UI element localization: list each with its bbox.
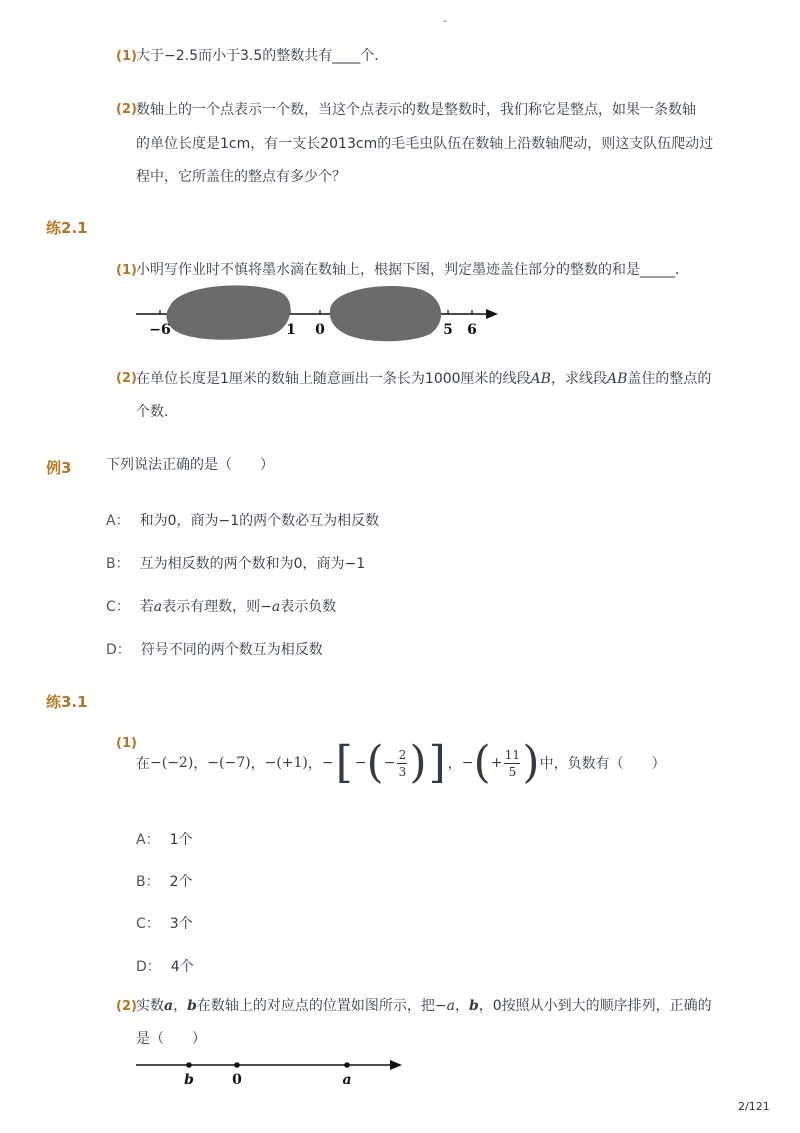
option-text: 和为0，商为−1的两个数必互为相反数 (139, 513, 380, 529)
option-text: 3个 (169, 916, 193, 932)
option-text: 符号不同的两个数互为相反数 (140, 642, 323, 658)
separator: ， (447, 756, 462, 772)
fraction-numerator: 2 (398, 747, 407, 762)
variable: a (153, 599, 163, 615)
problem-number: (2) (116, 371, 137, 386)
text-segment: 盖住的整点的 (627, 371, 712, 387)
text-segment: 在数轴上的对应点的位置如图所示，把 (196, 998, 435, 1014)
option-text: 4个 (170, 959, 194, 975)
option-text: 表示有理数，则 (162, 599, 261, 615)
problem-number: (1) (116, 736, 137, 751)
text-segment: ， (173, 998, 188, 1014)
option-label: C： (106, 599, 130, 615)
fraction-denominator: 5 (508, 764, 517, 779)
example-title: 例3 (46, 459, 72, 477)
point-0 (234, 1062, 240, 1068)
option-b[interactable] (106, 553, 365, 573)
open-paren: ( (473, 737, 491, 788)
option-text: 2个 (169, 874, 193, 890)
option-label: D： (136, 959, 161, 975)
text-segment: ，求线段 (550, 371, 607, 387)
variable: b (187, 998, 197, 1014)
axis-arrow (486, 309, 498, 319)
problem-number: (1) (116, 263, 137, 278)
option-b[interactable] (136, 871, 193, 891)
expression: −(−2) (150, 755, 194, 771)
header-mark: - (443, 14, 447, 27)
axis-label: −6 (149, 322, 171, 338)
section-title: 练3.1 (46, 693, 88, 711)
option-a[interactable] (136, 829, 193, 849)
text-segment: 在单位长度是1厘米的数轴上随意画出一条长为1000厘米的线段 (136, 371, 531, 387)
option-c[interactable] (136, 913, 193, 933)
expression: −(+1) (264, 755, 308, 771)
axis-label: 6 (467, 322, 477, 338)
text-segment: 实数 (136, 998, 164, 1014)
segment-name: AB (606, 371, 628, 387)
option-text: 1个 (169, 832, 193, 848)
section-title: 练2.1 (46, 219, 88, 237)
problem-text: 大于−2.5而小于3.5的整数共有____个． (136, 48, 389, 64)
option-c[interactable] (106, 596, 336, 616)
option-a[interactable] (106, 510, 379, 530)
option-d[interactable] (106, 639, 323, 659)
separator: ， (250, 756, 265, 772)
option-label: A： (136, 832, 160, 848)
problem-text-line: 数轴上的一个点表示一个数，当这个点表示的数是整数时，我们称它是整点，如果一条数轴 (136, 102, 696, 118)
ink-number-line (130, 282, 510, 342)
option-label: C： (136, 916, 160, 932)
problem-text-line (136, 989, 712, 1023)
option-d[interactable] (136, 956, 194, 976)
text-segment: 在 (136, 756, 150, 772)
problem-number: (2) (116, 102, 137, 117)
problem-text-line: 是（ ） (136, 1031, 206, 1047)
minus-sign: − (383, 755, 396, 771)
problem-text-line: 的单位长度是1cm，有一支长2013cm的毛毛虫队伍在数轴上沿数轴爬动，则这支队伍爬动过 (136, 136, 714, 152)
option-label: D： (106, 642, 131, 658)
ab-number-line (130, 1054, 410, 1090)
option-label: B： (136, 874, 160, 890)
variable: b (468, 998, 479, 1014)
option-label: A： (106, 513, 130, 529)
page-number: 2/121 (738, 1100, 770, 1113)
problem-expression (136, 730, 666, 796)
fraction (504, 747, 520, 780)
point-b (186, 1062, 192, 1068)
axis-label: 0 (232, 1072, 242, 1088)
option-text: 若 (139, 599, 154, 615)
separator: ， (307, 756, 322, 772)
example-question: 下列说法正确的是（ ） (106, 457, 274, 473)
minus-sign: − (461, 755, 474, 771)
close-paren: ) (409, 737, 427, 788)
ink-blot-right (330, 286, 441, 341)
separator: ， (193, 756, 208, 772)
problem-text-line: 个数． (136, 404, 178, 420)
problem-number: (2) (116, 999, 137, 1014)
fraction-numerator: 11 (504, 747, 521, 762)
fraction (397, 747, 407, 780)
axis-label: 0 (315, 322, 325, 338)
problem-number: (1) (116, 49, 137, 64)
segment-name: AB (530, 371, 551, 387)
fraction-denominator: 3 (398, 764, 407, 779)
problem-text-line (136, 362, 711, 396)
variable: −a (434, 998, 455, 1014)
axis-label: 5 (443, 322, 453, 338)
minus-sign: − (354, 755, 367, 771)
close-paren: ) (522, 737, 540, 788)
text-segment: ， (454, 998, 469, 1014)
minus-sign: − (321, 755, 334, 771)
option-text: 互为相反数的两个数和为0，商为−1 (139, 556, 366, 572)
text-segment: 中，负数有（ ） (539, 756, 666, 772)
variable: a (164, 998, 174, 1014)
option-text: 表示负数 (280, 599, 337, 615)
axis-label: a (342, 1072, 352, 1088)
axis-arrow (390, 1060, 402, 1070)
axis-label: b (184, 1072, 194, 1088)
problem-text: 小明写作业时不慎将墨水滴在数轴上，根据下图，判定墨迹盖住部分的整数的和是_____． (136, 262, 689, 278)
open-bracket: [ (335, 737, 353, 788)
ink-blot-left (167, 285, 291, 339)
expression: −(−7) (207, 755, 251, 771)
text-segment: ，0按照从小到大的顺序排列，正确的 (478, 998, 712, 1014)
point-a (344, 1062, 350, 1068)
close-bracket: ] (428, 737, 446, 788)
open-paren: ( (366, 737, 384, 788)
option-label: B： (106, 556, 130, 572)
problem-text-line: 程中，它所盖住的整点有多少个？ (136, 169, 346, 185)
variable: −a (260, 599, 281, 615)
plus-sign: + (490, 755, 503, 771)
axis-label: 1 (286, 322, 296, 338)
